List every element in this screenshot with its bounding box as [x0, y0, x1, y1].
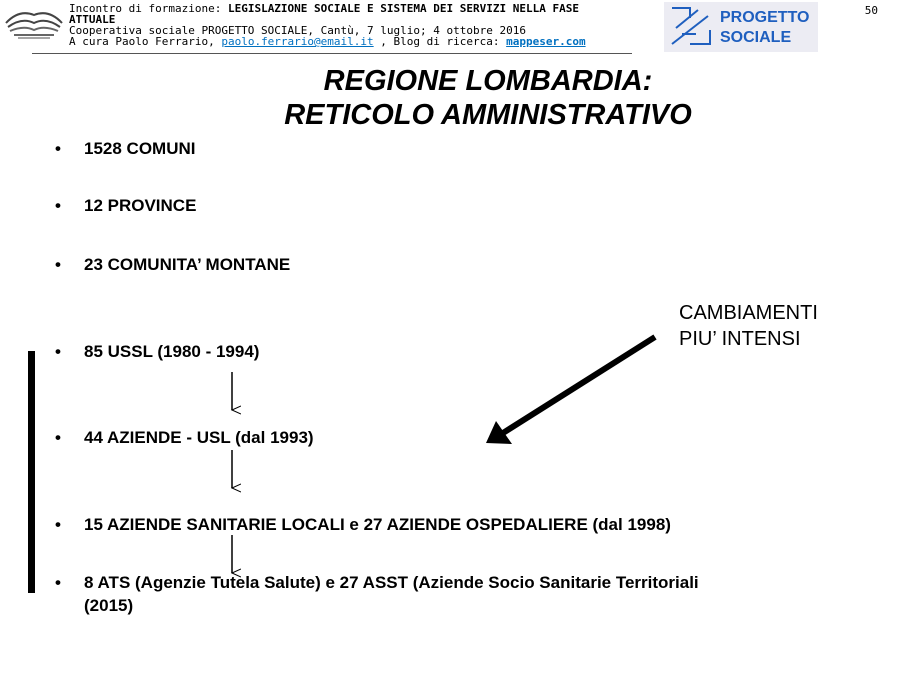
- bullet-text-line-2: (2015): [84, 596, 134, 615]
- bullet-dot: •: [55, 342, 61, 361]
- author-email-link[interactable]: paolo.ferrario@email.it: [221, 35, 374, 48]
- header-event-title-cont: ATTUALE: [69, 13, 116, 26]
- bullet-text: 1528 COMUNI: [84, 139, 196, 158]
- bullet-text: 23 COMUNITA’ MONTANE: [84, 255, 291, 274]
- slide-title-line-2: RETICOLO AMMINISTRATIVO: [284, 99, 692, 131]
- header-blog-prefix: , Blog di ricerca:: [373, 35, 507, 48]
- slide-title-line-1: REGIONE LOMBARDIA:: [323, 65, 653, 97]
- page-number: 50: [864, 4, 878, 17]
- blog-link[interactable]: mappeser.com: [506, 35, 586, 48]
- header-organizer: Cooperativa sociale PROGETTO SOCIALE, Cantù, 7 luglio; 4 ottobre 2016: [69, 24, 526, 37]
- brand-line-1: PROGETTO: [720, 9, 810, 26]
- bullet-dot: •: [55, 255, 61, 274]
- bullet-dot: •: [55, 139, 61, 158]
- header-author-prefix: A cura Paolo Ferrario,: [69, 35, 222, 48]
- callout-arrow-icon: [486, 337, 655, 444]
- bullet-text: 85 USSL (1980 - 1994): [84, 342, 260, 361]
- brand-line-2: SOCIALE: [720, 29, 792, 46]
- bullet-dot: •: [55, 196, 61, 215]
- callout-line-1: CAMBIAMENTI: [679, 302, 818, 324]
- header-event-prefix: Incontro di formazione:: [69, 2, 228, 15]
- bullet-text: 15 AZIENDE SANITARIE LOCALI e 27 AZIENDE OSPEDALIERE (dal 1998): [84, 515, 671, 534]
- bullet-text: 12 PROVINCE: [84, 196, 197, 215]
- bullet-dot: •: [55, 573, 61, 592]
- bullet-dot: •: [55, 515, 61, 534]
- bullet-text-line-1: 8 ATS (Agenzie Tutela Salute) e 27 ASST (Aziende Socio Sanitarie Territoriali: [84, 573, 699, 592]
- bullet-text: 44 AZIENDE - USL (dal 1993): [84, 428, 314, 447]
- bullet-dot: •: [55, 428, 61, 447]
- header-event-title: LEGISLAZIONE SOCIALE E SISTEMA DEI SERVIZI NELLA FASE: [227, 2, 579, 15]
- callout-line-2: PIU’ INTENSI: [679, 328, 801, 350]
